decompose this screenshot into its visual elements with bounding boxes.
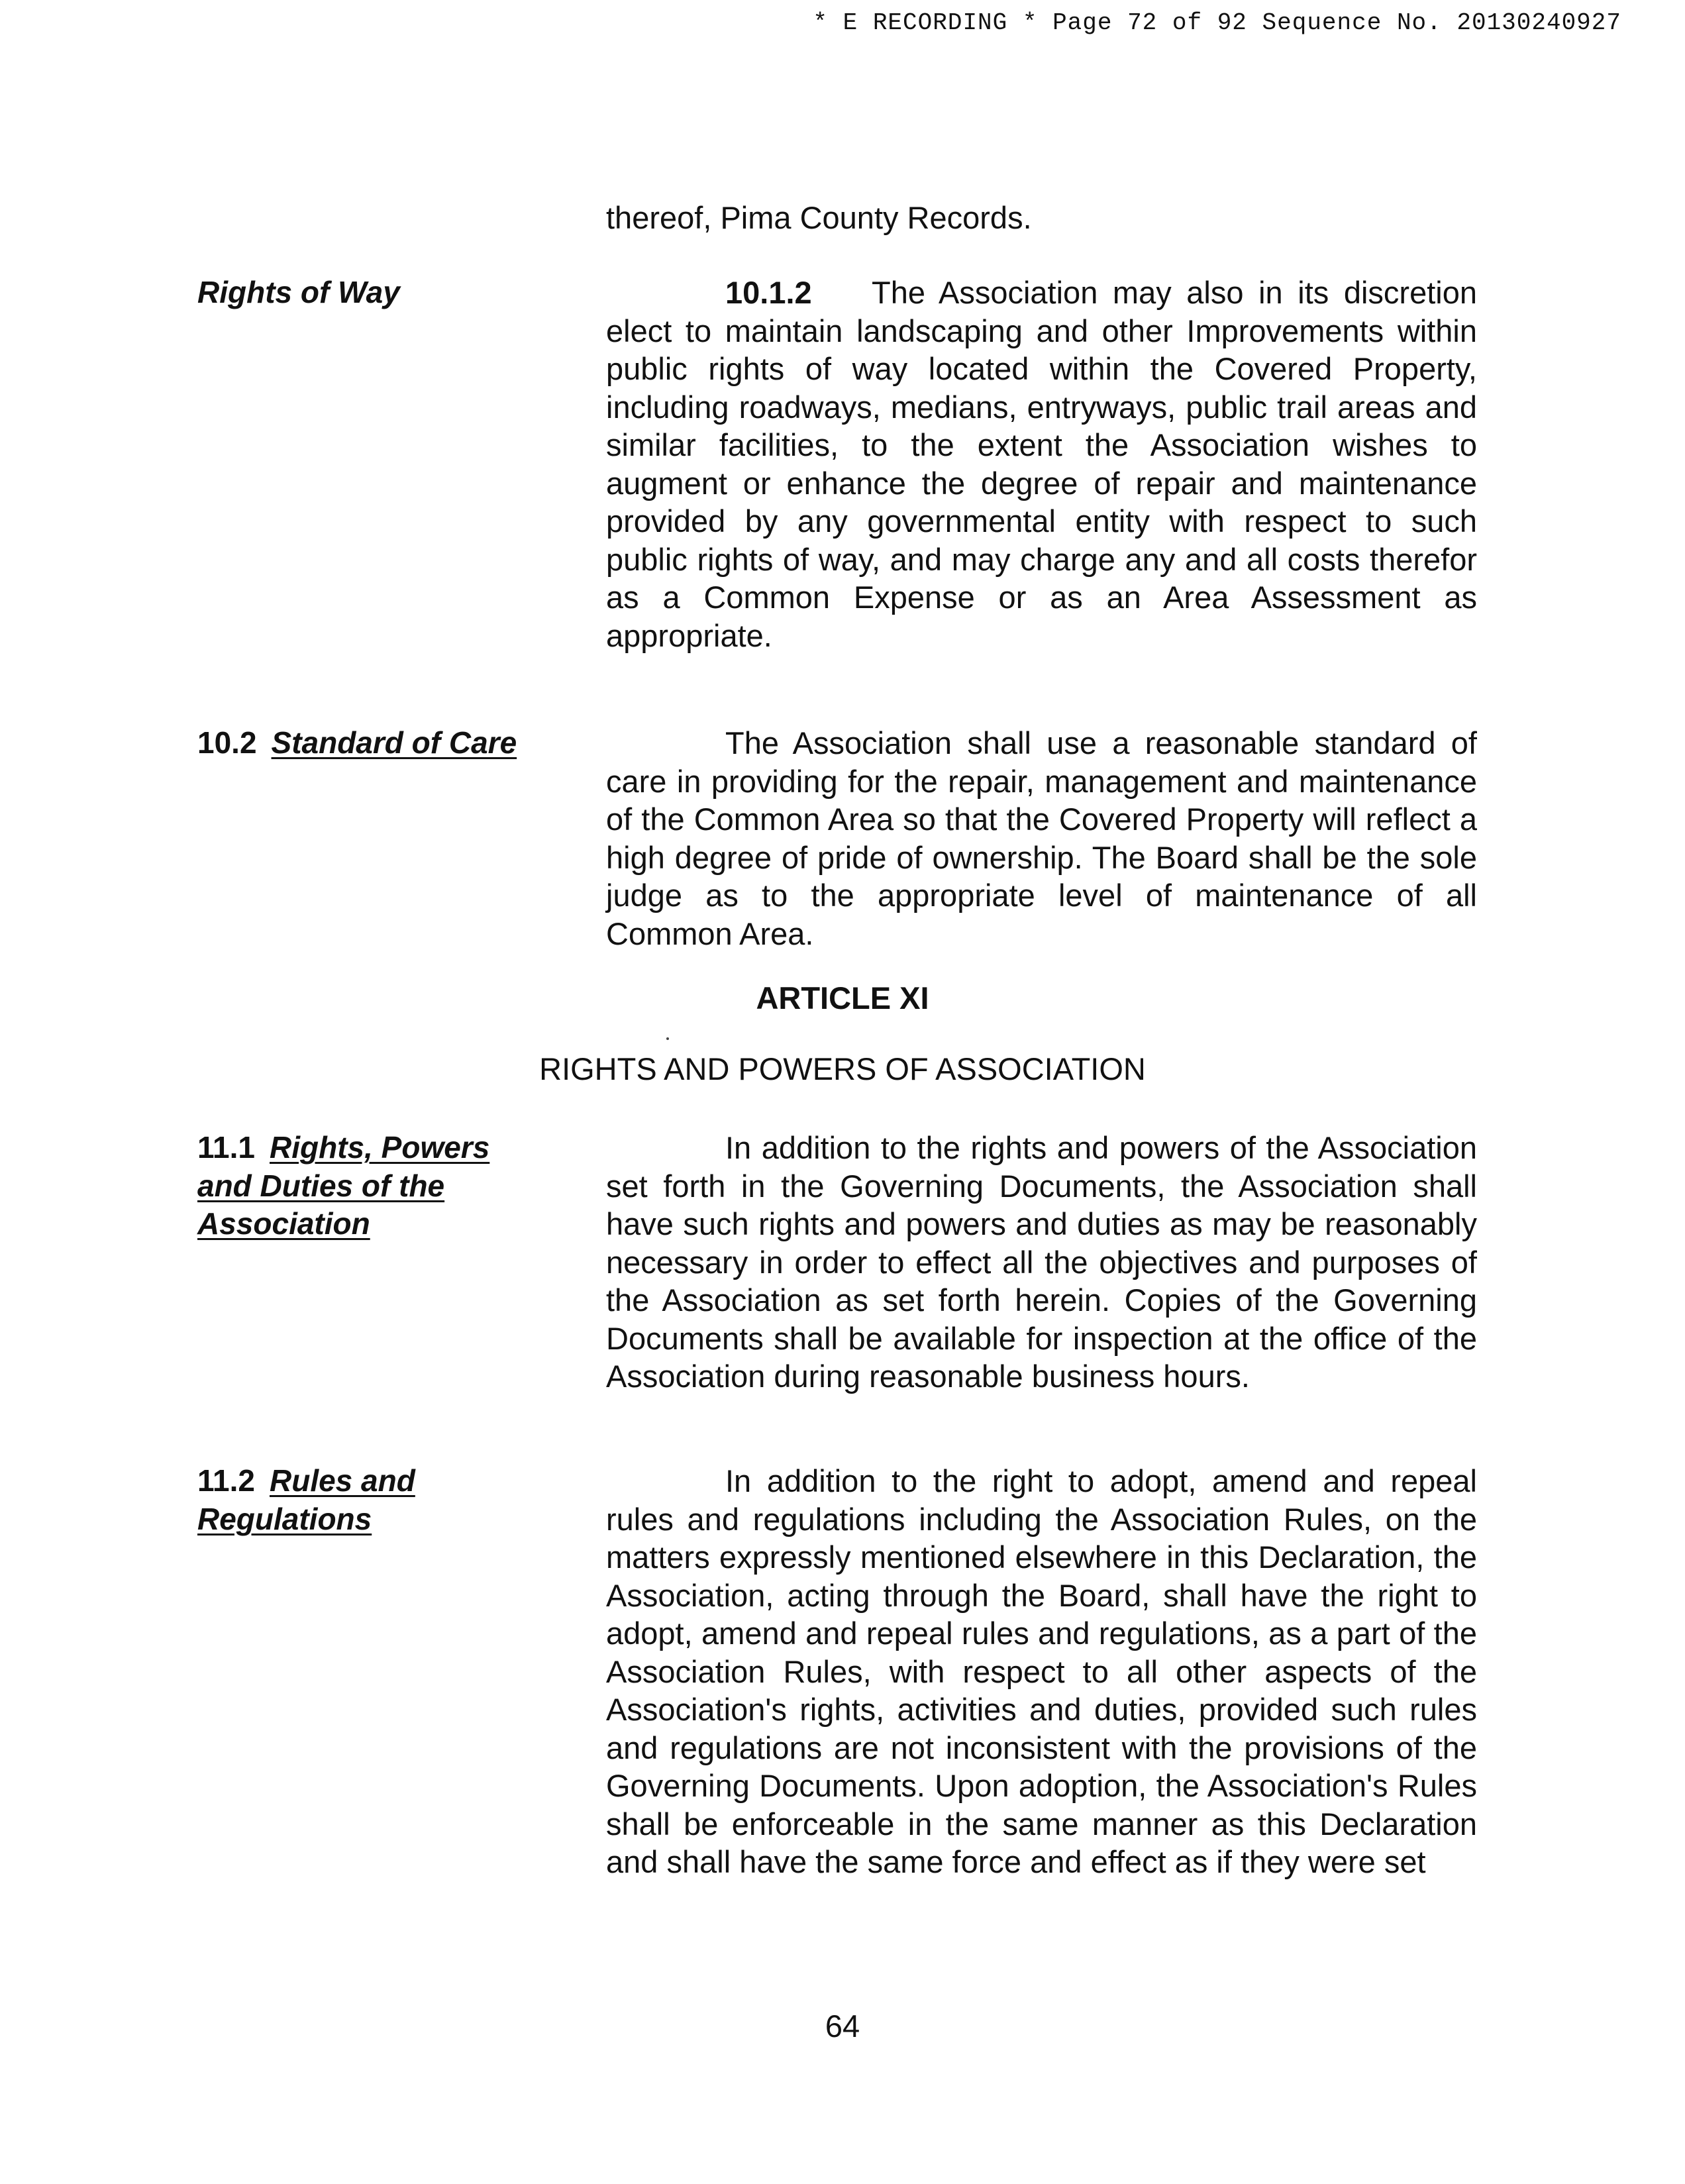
rights-powers-duties-heading-line2 — [197, 1167, 489, 1206]
rights-of-way-heading — [197, 274, 400, 312]
rights-powers-duties-title-part2: and Duties of the — [197, 1168, 445, 1203]
section-number-11-1: 11.1 — [197, 1130, 255, 1165]
stray-mark — [666, 1037, 669, 1040]
rules-regulations-heading — [197, 1462, 415, 1538]
section-number-10-1-2: 10.1.2 — [725, 275, 812, 310]
rights-of-way-paragraph — [606, 274, 1477, 654]
standard-of-care-paragraph — [606, 724, 1477, 953]
rights-of-way-body: The Association may also in its discretion elect to maintain landscaping and other Improvements within public rights of way located within the Covered Property, including roadways, medians, entryways, public trail areas and similar facilities, to the extent the Association wishes to augment or enhance the degree of repair and maintenance provided by any governmental entity with respect to such public rights of way, and may charge any and all costs therefor as a Common Expense or as an Area Assessment as appropriate. — [606, 275, 1477, 653]
rules-regulations-heading-line1 — [197, 1462, 415, 1500]
page-number: 64 — [825, 2008, 860, 2044]
rules-regulations-title-part2: Regulations — [197, 1501, 372, 1536]
rights-of-way-title: Rights of Way — [197, 275, 400, 309]
rights-powers-duties-heading-line3 — [197, 1205, 489, 1243]
standard-of-care-body: The Association shall use a reasonable standard of care in providing for the repair, management and maintenance of the Common Area so that the Covered Property will reflect a high degree of pride of ownership. The Board shall be the sole judge as to the appropriate level of maintenance of all Common Area. — [606, 725, 1477, 951]
rights-powers-duties-heading — [197, 1129, 489, 1243]
rules-regulations-heading-line2 — [197, 1500, 415, 1539]
rules-regulations-title-part1: Rules and — [270, 1463, 415, 1498]
rights-powers-duties-body: In addition to the rights and powers of the Association set forth in the Governing Documents, the Association shall have such rights and powers and duties as may be reasonably necessary in order to effect all the objectives and purposes of the Association as set forth herein. Copies of the Governing Documents shall be available for inspection at the office of the Association during reasonable business hours. — [606, 1130, 1477, 1394]
section-number-10-2: 10.2 — [197, 725, 257, 760]
continuation-text: thereof, Pima County Records. — [606, 200, 1032, 235]
standard-of-care-title: Standard of Care — [271, 725, 517, 760]
rights-powers-duties-paragraph — [606, 1129, 1477, 1396]
rules-regulations-paragraph — [606, 1462, 1477, 1881]
article-label: ARTICLE XI — [756, 980, 929, 1015]
rules-regulations-body: In addition to the right to adopt, amend and repeal rules and regulations including the Association Rules, on the matters expressly mentioned elsewhere in this Declaration, the Association, acting through the Board, shall have the right to adopt, amend and repeal rules and regulations, as a part of the Association Rules, with respect to all other aspects of the Association's rights, activities and duties, provided such rules and regulations are not inconsistent with the provisions of the Governing Documents. Upon adoption, the Association's Rules shall be enforceable in the same manner as this Declaration and shall have the same force and effect as if they were set — [606, 1463, 1477, 1879]
rights-powers-duties-heading-line1 — [197, 1129, 489, 1167]
article-title: RIGHTS AND POWERS OF ASSOCIATION — [539, 1051, 1146, 1086]
rights-powers-duties-title-part1: Rights, Powers — [270, 1130, 490, 1165]
recording-stamp: * E RECORDING * Page 72 of 92 Sequence No. 20130240927 — [813, 9, 1621, 36]
standard-of-care-heading — [197, 724, 517, 762]
rights-powers-duties-title-part3: Association — [197, 1206, 370, 1241]
section-number-11-2: 11.2 — [197, 1463, 255, 1498]
